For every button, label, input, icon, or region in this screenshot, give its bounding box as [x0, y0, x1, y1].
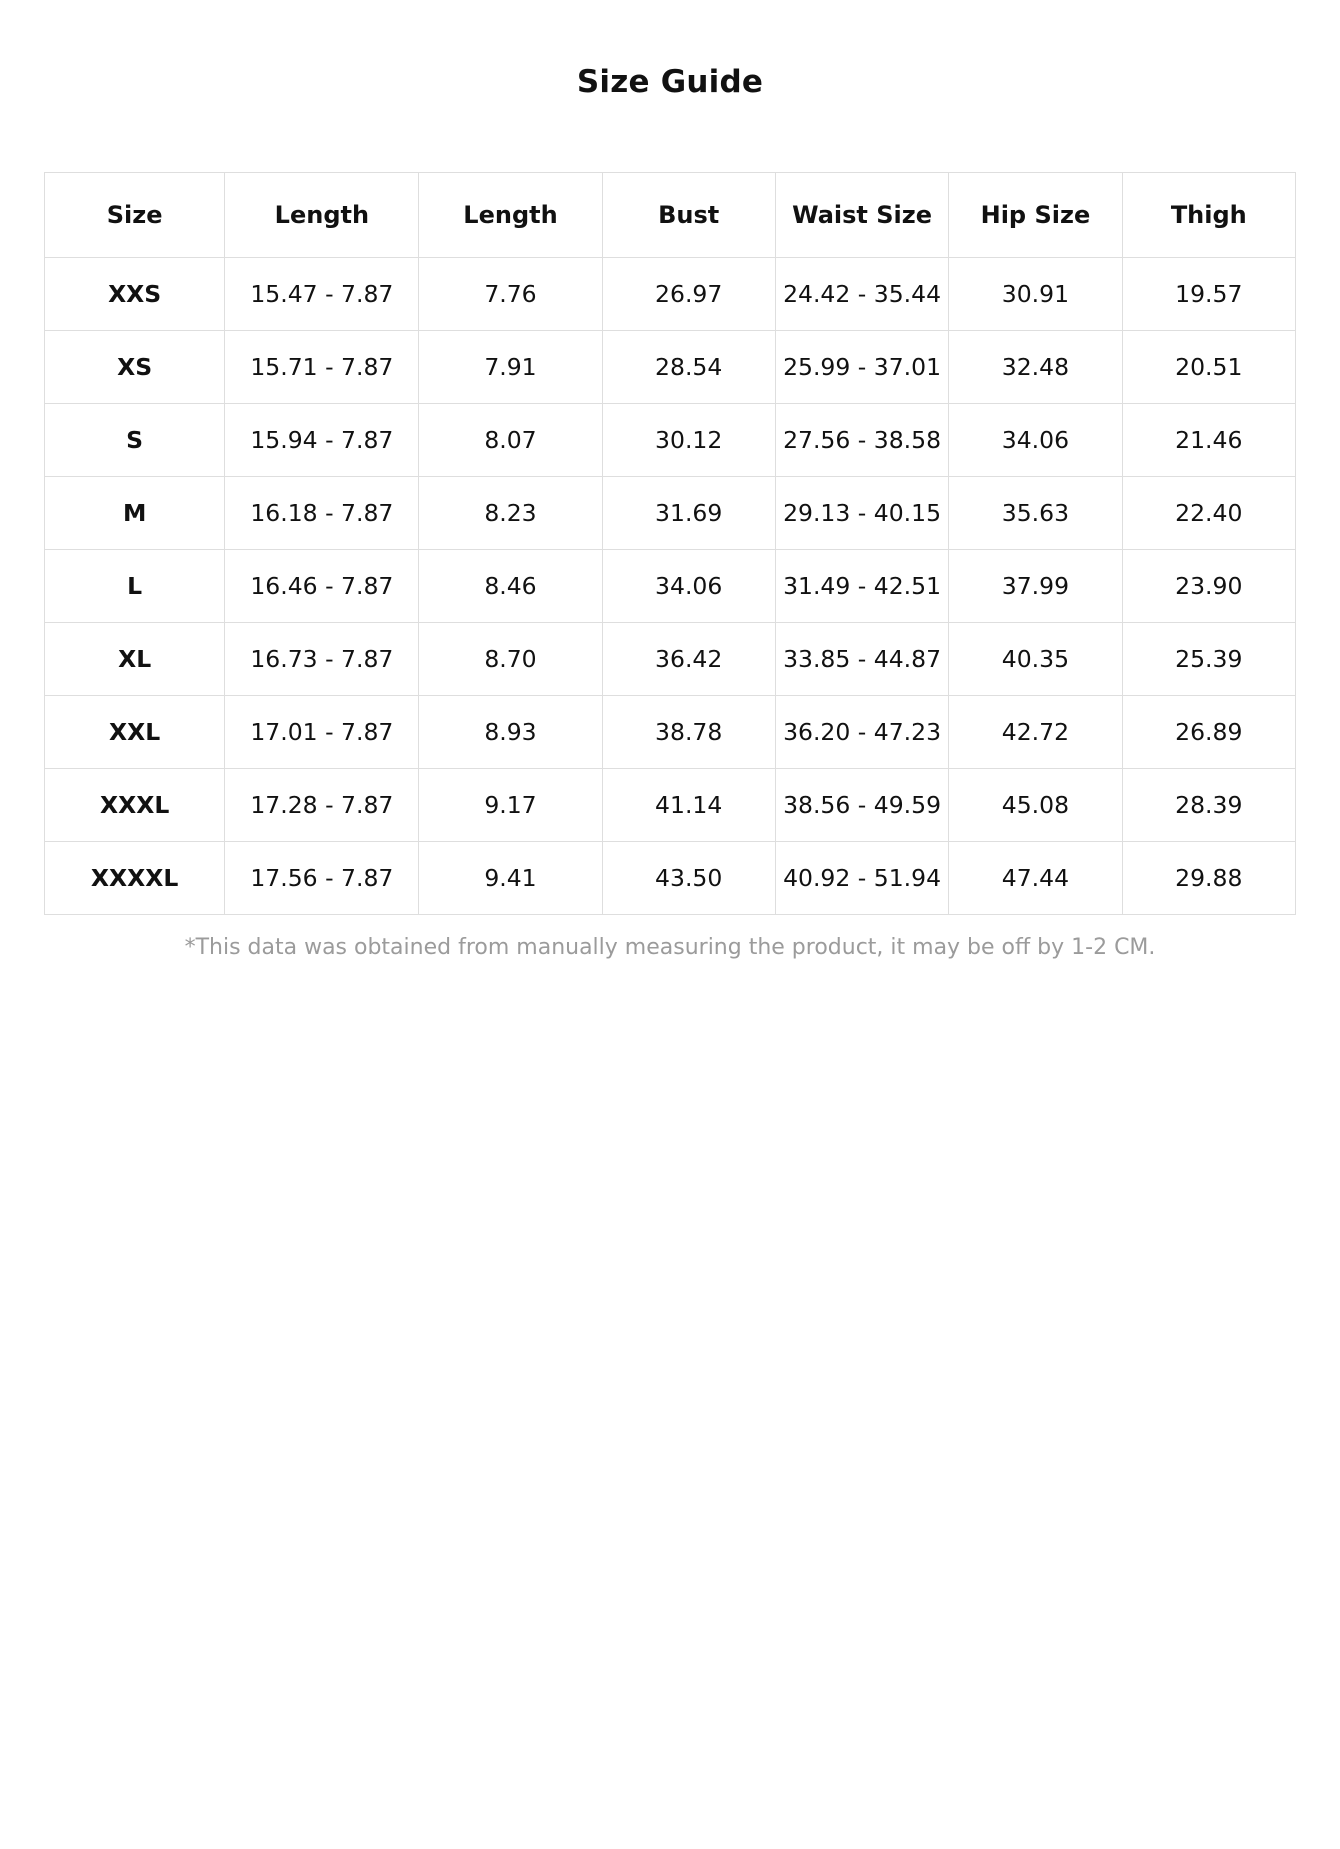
column-header-length-1: Length: [225, 173, 419, 258]
cell-length-2: 8.93: [419, 696, 602, 769]
cell-hip: 34.06: [949, 404, 1122, 477]
cell-length-2: 8.07: [419, 404, 602, 477]
table-row: [45, 696, 1296, 769]
table-row: [45, 623, 1296, 696]
table-row: [45, 842, 1296, 915]
cell-length-1: 15.94 - 7.87: [225, 404, 419, 477]
cell-thigh: 19.57: [1122, 258, 1295, 331]
cell-bust: 31.69: [602, 477, 775, 550]
cell-length-1: 15.47 - 7.87: [225, 258, 419, 331]
column-header-bust: Bust: [602, 173, 775, 258]
cell-size: XXS: [45, 258, 225, 331]
table-header-row: [45, 173, 1296, 258]
table-row: [45, 550, 1296, 623]
column-header-thigh: Thigh: [1122, 173, 1295, 258]
cell-thigh: 25.39: [1122, 623, 1295, 696]
cell-size: XL: [45, 623, 225, 696]
cell-size: XXL: [45, 696, 225, 769]
cell-bust: 43.50: [602, 842, 775, 915]
cell-length-2: 9.41: [419, 842, 602, 915]
measurement-disclaimer: *This data was obtained from manually measuring the product, it may be off by 1-2 CM.: [184, 935, 1156, 961]
cell-bust: 38.78: [602, 696, 775, 769]
column-header-waist-size: Waist Size: [775, 173, 948, 258]
cell-size: XS: [45, 331, 225, 404]
cell-length-2: 7.76: [419, 258, 602, 331]
cell-hip: 35.63: [949, 477, 1122, 550]
page-title: Size Guide: [576, 64, 764, 100]
cell-hip: 40.35: [949, 623, 1122, 696]
size-table-container: [44, 100, 1296, 915]
cell-length-2: 9.17: [419, 769, 602, 842]
cell-waist: 24.42 - 35.44: [775, 258, 948, 331]
cell-bust: 34.06: [602, 550, 775, 623]
cell-bust: 41.14: [602, 769, 775, 842]
cell-thigh: 29.88: [1122, 842, 1295, 915]
cell-length-1: 17.56 - 7.87: [225, 842, 419, 915]
cell-thigh: 28.39: [1122, 769, 1295, 842]
cell-length-2: 7.91: [419, 331, 602, 404]
cell-hip: 42.72: [949, 696, 1122, 769]
cell-thigh: 20.51: [1122, 331, 1295, 404]
cell-length-1: 16.46 - 7.87: [225, 550, 419, 623]
cell-bust: 36.42: [602, 623, 775, 696]
table-row: [45, 258, 1296, 331]
cell-bust: 28.54: [602, 331, 775, 404]
table-row: [45, 331, 1296, 404]
cell-size: XXXXL: [45, 842, 225, 915]
cell-length-1: 15.71 - 7.87: [225, 331, 419, 404]
table-row: [45, 769, 1296, 842]
cell-waist: 27.56 - 38.58: [775, 404, 948, 477]
cell-hip: 30.91: [949, 258, 1122, 331]
column-header-size: Size: [45, 173, 225, 258]
cell-thigh: 22.40: [1122, 477, 1295, 550]
cell-waist: 38.56 - 49.59: [775, 769, 948, 842]
table-header: [45, 173, 1296, 258]
cell-bust: 26.97: [602, 258, 775, 331]
table-row: [45, 404, 1296, 477]
column-header-length-2: Length: [419, 173, 602, 258]
cell-hip: 37.99: [949, 550, 1122, 623]
cell-size: L: [45, 550, 225, 623]
cell-size: XXXL: [45, 769, 225, 842]
cell-length-1: 17.28 - 7.87: [225, 769, 419, 842]
cell-thigh: 26.89: [1122, 696, 1295, 769]
cell-thigh: 21.46: [1122, 404, 1295, 477]
cell-waist: 25.99 - 37.01: [775, 331, 948, 404]
cell-length-1: 17.01 - 7.87: [225, 696, 419, 769]
cell-hip: 45.08: [949, 769, 1122, 842]
cell-hip: 47.44: [949, 842, 1122, 915]
cell-length-2: 8.23: [419, 477, 602, 550]
cell-size: S: [45, 404, 225, 477]
cell-waist: 36.20 - 47.23: [775, 696, 948, 769]
cell-waist: 31.49 - 42.51: [775, 550, 948, 623]
cell-bust: 30.12: [602, 404, 775, 477]
size-guide-page: [0, 64, 1340, 964]
cell-waist: 40.92 - 51.94: [775, 842, 948, 915]
column-header-hip-size: Hip Size: [949, 173, 1122, 258]
cell-length-1: 16.18 - 7.87: [225, 477, 419, 550]
cell-length-2: 8.46: [419, 550, 602, 623]
cell-hip: 32.48: [949, 331, 1122, 404]
size-guide-table: [44, 172, 1296, 915]
cell-length-1: 16.73 - 7.87: [225, 623, 419, 696]
cell-size: M: [45, 477, 225, 550]
cell-thigh: 23.90: [1122, 550, 1295, 623]
cell-waist: 33.85 - 44.87: [775, 623, 948, 696]
table-row: [45, 477, 1296, 550]
cell-length-2: 8.70: [419, 623, 602, 696]
table-body: [45, 258, 1296, 915]
cell-waist: 29.13 - 40.15: [775, 477, 948, 550]
